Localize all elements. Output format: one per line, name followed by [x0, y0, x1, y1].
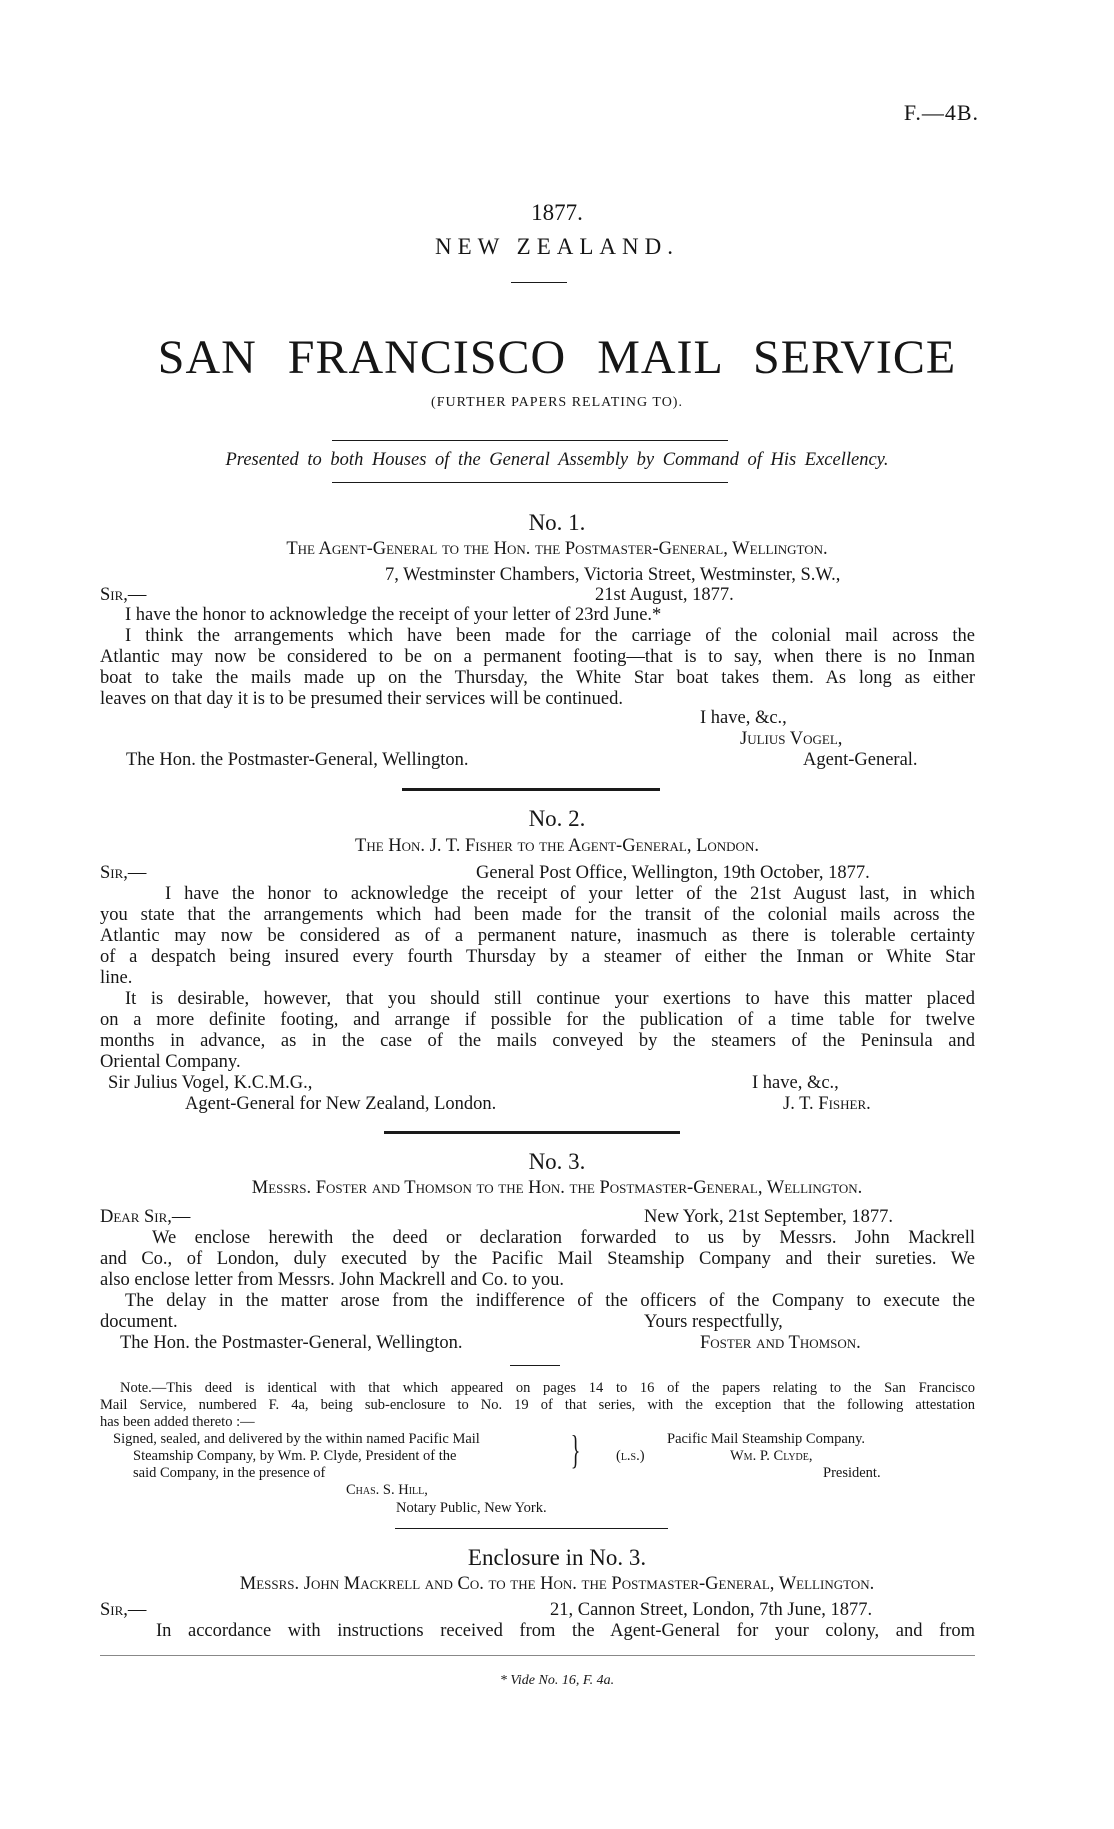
divider	[510, 1365, 560, 1366]
witness-title: Notary Public, New York.	[396, 1500, 547, 1516]
letter-date: 21, Cannon Street, London, 7th June, 1877.	[550, 1600, 873, 1620]
company-name: Pacific Mail Steamship Company.	[667, 1431, 866, 1447]
attestation-line: said Company, in the presence of	[133, 1465, 326, 1481]
salutation: Sir,—	[100, 585, 147, 605]
addressee-name: Sir Julius Vogel, K.C.M.G.,	[108, 1073, 313, 1093]
note-line: Note.—This deed is identical with that which appeared on pages 14 to 16 of the papers relating to the San Francisco	[120, 1380, 975, 1396]
footnote-divider	[100, 1655, 975, 1656]
closing: I have, &c.,	[700, 708, 787, 728]
body-line: line.	[100, 968, 133, 988]
letter-date: General Post Office, Wellington, 19th October, 1877.	[476, 863, 870, 883]
divider	[511, 282, 567, 283]
salutation: Sir,—	[100, 863, 147, 883]
witness-name: Chas. S. Hill,	[346, 1482, 428, 1498]
document-subtitle: (FURTHER PAPERS RELATING TO).	[431, 395, 683, 410]
attestation-line: Signed, sealed, and delivered by the within named Pacific Mail	[113, 1431, 480, 1447]
body-line: Oriental Company.	[100, 1052, 241, 1072]
divider	[384, 1131, 680, 1134]
body-line: We enclose herewith the deed or declaration forwarded to us by Messrs. John Mackrell	[152, 1228, 975, 1248]
body-line: I have the honor to acknowledge the receipt of your letter of the 21st August last, in which	[165, 884, 975, 904]
body-line: also enclose letter from Messrs. John Mackrell and Co. to you.	[100, 1270, 564, 1290]
letter-heading: The Agent-General to the Hon. the Postmaster-General, Wellington.	[286, 539, 828, 559]
salutation: Dear Sir,—	[100, 1207, 191, 1227]
addressee: The Hon. the Postmaster-General, Wellington.	[126, 750, 469, 770]
body-line: I think the arrangements which have been made for the carriage of the colonial mail across the	[125, 626, 975, 646]
president-name: Wm. P. Clyde,	[730, 1448, 813, 1464]
body-line: In accordance with instructions received from the Agent-General for your colony, and from	[156, 1621, 975, 1641]
letter-heading: The Hon. J. T. Fisher to the Agent-General, London.	[355, 836, 759, 856]
body-line: of a despatch being insured every fourth Thursday by a steamer of either the Inman or White Star	[100, 947, 975, 967]
closing: I have, &c.,	[752, 1073, 839, 1093]
body-line: It is desirable, however, that you should still continue your exertions to have this matter placed	[125, 989, 975, 1009]
body-line: boat to take the mails made up on the Thursday, the White Star boat takes them. As long as either	[100, 668, 975, 688]
signatory: J. T. Fisher.	[783, 1094, 871, 1114]
note-line: has been added thereto :—	[100, 1414, 255, 1430]
body-line: document.	[100, 1312, 178, 1332]
addressee-title: Agent-General for New Zealand, London.	[185, 1094, 497, 1114]
attestation-line: Steamship Company, by Wm. P. Clyde, President of the	[133, 1448, 457, 1464]
body-line: and Co., of London, duly executed by the Pacific Mail Steamship Company and their sureties. We	[100, 1249, 975, 1269]
divider	[395, 1528, 668, 1529]
closing: Yours respectfully,	[644, 1312, 783, 1332]
body-line: Atlantic may now be considered to be on a permanent footing—that is to say, when there is no Inman	[100, 647, 975, 667]
presented-line: Presented to both Houses of the General Assembly by Command of His Excellency.	[225, 450, 889, 470]
divider	[332, 482, 728, 483]
signatory: Foster and Thomson.	[700, 1333, 861, 1353]
president-title: President.	[823, 1465, 881, 1481]
note-line: Mail Service, numbered F. 4a, being sub-enclosure to No. 19 of that series, with the exception that the following attestation	[100, 1397, 975, 1413]
addressee: The Hon. the Postmaster-General, Wellington.	[120, 1333, 463, 1353]
letter-number: No. 3.	[528, 1149, 586, 1174]
footnote: * Vide No. 16, F. 4a.	[499, 1673, 615, 1688]
year: 1877.	[531, 200, 583, 225]
signatory: Julius Vogel,	[740, 729, 843, 749]
document-reference: F.—4B.	[903, 100, 979, 125]
document-title: SAN FRANCISCO MAIL SERVICE	[157, 331, 957, 384]
country: NEW ZEALAND.	[434, 234, 680, 259]
letter-heading: Messrs. Foster and Thomson to the Hon. the Postmaster-General, Wellington.	[251, 1178, 863, 1198]
letter-date: 21st August, 1877.	[595, 585, 734, 605]
body-line: leaves on that day it is to be presumed their services will be continued.	[100, 689, 623, 709]
body-line: The delay in the matter arose from the indifference of the officers of the Company to execute the	[125, 1291, 975, 1311]
letter-number: No. 1.	[528, 510, 586, 535]
body-line: Atlantic may now be considered as of a permanent nature, inasmuch as there is tolerable certainty	[100, 926, 975, 946]
body-line: I have the honor to acknowledge the receipt of your letter of 23rd June.*	[125, 605, 662, 625]
signatory-title: Agent-General.	[803, 750, 918, 770]
divider	[332, 440, 728, 441]
enclosure-title: Enclosure in No. 3.	[467, 1545, 647, 1570]
brace: }	[570, 1427, 581, 1472]
body-line: you state that the arrangements which had been made for the transit of the colonial mails across the	[100, 905, 975, 925]
body-line: on a more definite footing, and arrange if possible for the publication of a time table for twelve	[100, 1010, 975, 1030]
letter-number: No. 2.	[528, 806, 586, 831]
divider	[402, 788, 660, 791]
enclosure-heading: Messrs. John Mackrell and Co. to the Hon. the Postmaster-General, Wellington.	[239, 1574, 875, 1594]
salutation: Sir,—	[100, 1600, 147, 1620]
sender-address: 7, Westminster Chambers, Victoria Street, Westminster, S.W.,	[385, 565, 841, 585]
seal-mark: (l.s.)	[616, 1448, 645, 1464]
letter-date: New York, 21st September, 1877.	[644, 1207, 894, 1227]
body-line: months in advance, as in the case of the mails conveyed by the steamers of the Peninsula and	[100, 1031, 975, 1051]
